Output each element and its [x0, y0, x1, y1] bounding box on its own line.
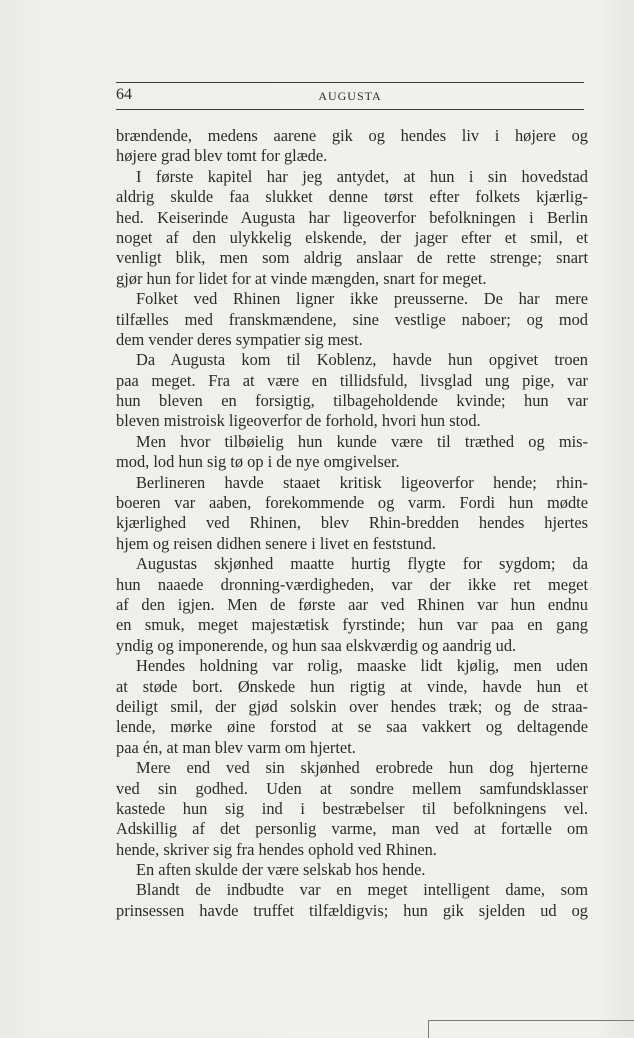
text-line: kjærlighed ved Rhinen, blev Rhin-bredden hendes hjertes — [116, 513, 588, 533]
page-number: 64 — [116, 86, 132, 103]
text-line: Folket ved Rhinen ligner ikke preusserne. De har mere — [136, 289, 588, 309]
text-line: Men hvor tilbøielig hun kunde være til træthed og mis- — [136, 431, 588, 451]
text-line: en smuk, meget majestætisk fyrstinde; hun var paa en gang — [116, 615, 588, 635]
scan-edge-mark — [428, 1020, 634, 1038]
text-line: brændende, medens aarene gik og hendes liv i højere og — [116, 126, 588, 145]
text-line: Mere end ved sin skjønhed erobrede hun dog hjerterne — [136, 758, 588, 778]
text-line: Augustas skjønhed maatte hurtig flygte for sygdom; da — [136, 554, 588, 574]
text-line: paa meget. Fra at være en tillidsfuld, livsglad ung pige, var — [116, 370, 588, 390]
text-line: Da Augusta kom til Koblenz, havde hun opgivet troen — [136, 350, 588, 370]
text-line: gjør hun for lidet for at vinde mængden, snart for meget. — [116, 268, 487, 288]
running-header — [116, 82, 584, 110]
text-line: boeren var aaben, forekommende og varm. Fordi hun mødte — [116, 493, 588, 513]
body-text — [116, 126, 588, 921]
text-line: yndig og imponerende, og hun saa elskværdig og aandrig ud. — [116, 635, 517, 655]
text-line: dem vender deres sympatier sig mest. — [116, 329, 363, 349]
text-line: bleven mistroisk ligeoverfor de forhold, hvori hun stod. — [116, 411, 481, 431]
text-line: højere grad blev tomt for glæde. — [116, 146, 328, 166]
text-line: hjem og reisen didhen senere i livet en feststund. — [116, 533, 436, 553]
text-line: lende, mørke øine forstod at se saa vakkert og deltagende — [116, 717, 588, 737]
text-line: hende, skriver sig fra hendes ophold ved Rhinen. — [116, 839, 437, 859]
text-line: En aften skulde der være selskab hos hende. — [136, 860, 426, 880]
text-line: hun bleven en forsigtig, tilbageholdende kvinde; hun var — [116, 391, 588, 411]
text-line: Berlineren havde staaet kritisk ligeoverfor hende; rhin- — [136, 472, 588, 492]
text-line: at støde bort. Ønskede hun rigtig at vinde, havde hun et — [116, 676, 588, 696]
text-line: aldrig skulde faa slukket denne tørst efter folkets kjærlig- — [116, 187, 588, 207]
text-line: hed. Keiserinde Augusta har ligeoverfor befolkningen i Berlin — [116, 207, 588, 227]
text-line: Hendes holdning var rolig, maaske lidt kjølig, men uden — [136, 656, 588, 676]
text-line: mod, lod hun sig tø op i de nye omgivelser. — [116, 452, 400, 472]
text-line: noget af den ulykkelig elskende, der jager efter et smil, et — [116, 227, 588, 247]
text-line: venligt blik, men som aldrig anslaar de rette strenge; snart — [116, 248, 588, 268]
text-line: af den igjen. Men de første aar ved Rhinen var hun endnu — [116, 594, 588, 614]
text-line: hun naaede dronning-værdigheden, var der ikke ret meget — [116, 574, 588, 594]
text-line: prinsessen havde truffet tilfældigvis; hun gik sjelden ud og — [116, 900, 588, 920]
text-line: I første kapitel har jeg antydet, at hun i sin hovedstad — [136, 166, 588, 186]
text-line: Adskillig af det personlig varme, man ved at fortælle om — [116, 819, 588, 839]
text-line: paa én, at man blev varm om hjertet. — [116, 737, 356, 757]
text-line: kastede hun sig ind i bestræbelser til befolkningens vel. — [116, 798, 588, 818]
running-title: AUGUSTA — [318, 89, 382, 103]
text-line: deiligt smil, der gjød solskin over hendes træk; og de straa- — [116, 696, 588, 716]
text-line: tilfælles med franskmændene, sine vestlige naboer; og mod — [116, 309, 588, 329]
text-line: Blandt de indbudte var en meget intelligent dame, som — [136, 880, 588, 900]
text-line: ved sin godhed. Uden at sondre mellem samfundsklasser — [116, 778, 588, 798]
